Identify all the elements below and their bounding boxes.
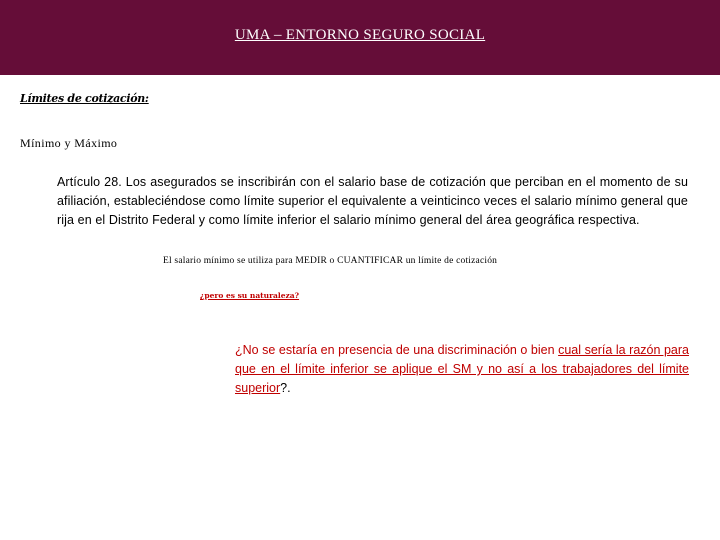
question-intro: ¿No se estaría en presencia de una discriminación o bien xyxy=(235,343,559,357)
question-end: ?. xyxy=(280,381,291,395)
page-title: UMA – ENTORNO SEGURO SOCIAL xyxy=(234,27,486,43)
article-28-text: Artículo 28. Los asegurados se inscribirán con el salario base de cotización que perciban en el momento de su afiliación, estableciéndose como límite superior el equivalente a veinticinco veces el salario mínimo general que rija en el Distrito Federal y como límite inferior el salario mínimo general del área geográfica respectiva. xyxy=(57,175,688,227)
nature-question: ¿pero es su naturaleza? xyxy=(200,291,300,300)
limits-heading: Límites de cotización: xyxy=(20,92,149,105)
discrimination-question xyxy=(235,341,689,398)
section-subtitle: Mínimo y Máximo xyxy=(20,136,118,150)
question-underlined: cual sería la razón para que en el límite inferior se aplique el SM y no así a los trabajadores del límite superior xyxy=(235,343,689,395)
title-banner xyxy=(0,0,720,75)
minimum-wage-note: El salario mínimo se utiliza para MEDIR o CUANTIFICAR un límite de cotización xyxy=(163,256,498,266)
